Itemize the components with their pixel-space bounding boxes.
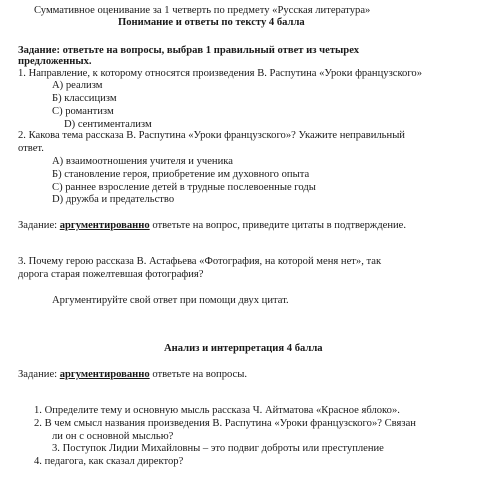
- task-emphasis: аргументированно: [59, 369, 150, 380]
- answer-option: D) дружба и предательство: [52, 194, 175, 205]
- task-prompt: предложенных.: [18, 56, 92, 67]
- question-2: ответ.: [18, 143, 44, 154]
- list-item: ли он с основной мыслью?: [52, 431, 174, 442]
- list-item: 1. Определите тему и основную мысль рассказа Ч. Айтматова «Красное яблоко».: [34, 405, 400, 416]
- section-title: Анализ и интерпретация 4 балла: [164, 343, 323, 354]
- task-prompt: [18, 220, 406, 231]
- task-prefix: Задание:: [18, 369, 60, 380]
- section-title: Понимание и ответы по тексту 4 балла: [118, 17, 305, 28]
- task-suffix: ответьте на вопрос, приведите цитаты в подтверждение.: [149, 220, 407, 231]
- list-item: 2. В чем смысл названия произведения В. Распутина «Уроки французского»? Связан: [34, 418, 416, 429]
- answer-option: Б) становление героя, приобретение им духовного опыта: [52, 169, 310, 180]
- answer-option: А) реализм: [52, 80, 103, 91]
- answer-option: А) взаимоотношения учителя и ученика: [52, 156, 233, 167]
- list-item: 3. Поступок Лидии Михайловны – это подвиг доброты или преступление: [52, 443, 384, 454]
- task-suffix: ответьте на вопросы.: [149, 369, 248, 380]
- question-2: 2. Какова тема рассказа В. Распутина «Уроки французского»? Укажите неправильный: [18, 130, 405, 141]
- task-emphasis: аргументированно: [59, 220, 150, 231]
- list-item: 4. педагога, как сказал директор?: [34, 456, 184, 467]
- task-prompt: [18, 369, 247, 380]
- header-line: Суммативное оценивание за 1 четверть по предмету «Русская литература»: [34, 5, 371, 16]
- answer-option: С) раннее взросление детей в трудные послевоенные годы: [52, 182, 316, 193]
- question-1: 1. Направление, к которому относятся произведения В. Распутина «Уроки французского»: [18, 68, 423, 79]
- question-3: 3. Почему герою рассказа В. Астафьева «Фотография, на которой меня нет», так: [18, 256, 382, 267]
- task-prompt: Задание: ответьте на вопросы, выбрав 1 правильный ответ из четырех: [18, 45, 359, 56]
- task-prefix: Задание:: [18, 220, 60, 231]
- answer-option: Б) классицизм: [52, 93, 117, 104]
- answer-option: С) романтизм: [52, 106, 114, 117]
- answer-option: D) сентиментализм: [64, 119, 152, 130]
- instruction: Аргументируйте свой ответ при помощи двух цитат.: [52, 295, 289, 306]
- question-3: дорога старая пожелтевшая фотография?: [18, 269, 204, 280]
